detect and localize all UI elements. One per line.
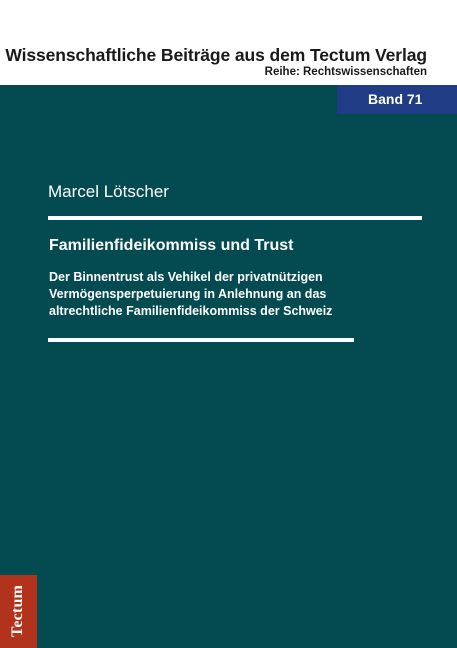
author-name: Marcel Lötscher: [48, 182, 169, 201]
divider-bottom: [48, 338, 354, 342]
series-line: Reihe: Rechtswissenschaften: [264, 66, 427, 78]
divider-top: [48, 216, 422, 220]
top-white-strip: [0, 0, 457, 40]
volume-badge: Band 71: [337, 85, 457, 114]
book-subtitle: [49, 269, 409, 320]
subtitle-line: altrechtliche Familienfideikommiss der Schweiz: [49, 304, 333, 318]
series-header: [0, 40, 457, 85]
subtitle-line: Der Binnentrust als Vehikel der privatnützigen: [49, 270, 323, 284]
subtitle-line: Vermögensperpetuierung in Anlehnung an das: [49, 287, 327, 301]
publisher-logo: [0, 575, 37, 648]
publisher-logo-text: Tectum: [9, 584, 26, 638]
book-title: Familienfideikommiss und Trust: [49, 237, 294, 254]
publisher-line: Wissenschaftliche Beiträge aus dem Tectum Verlag: [5, 45, 427, 65]
